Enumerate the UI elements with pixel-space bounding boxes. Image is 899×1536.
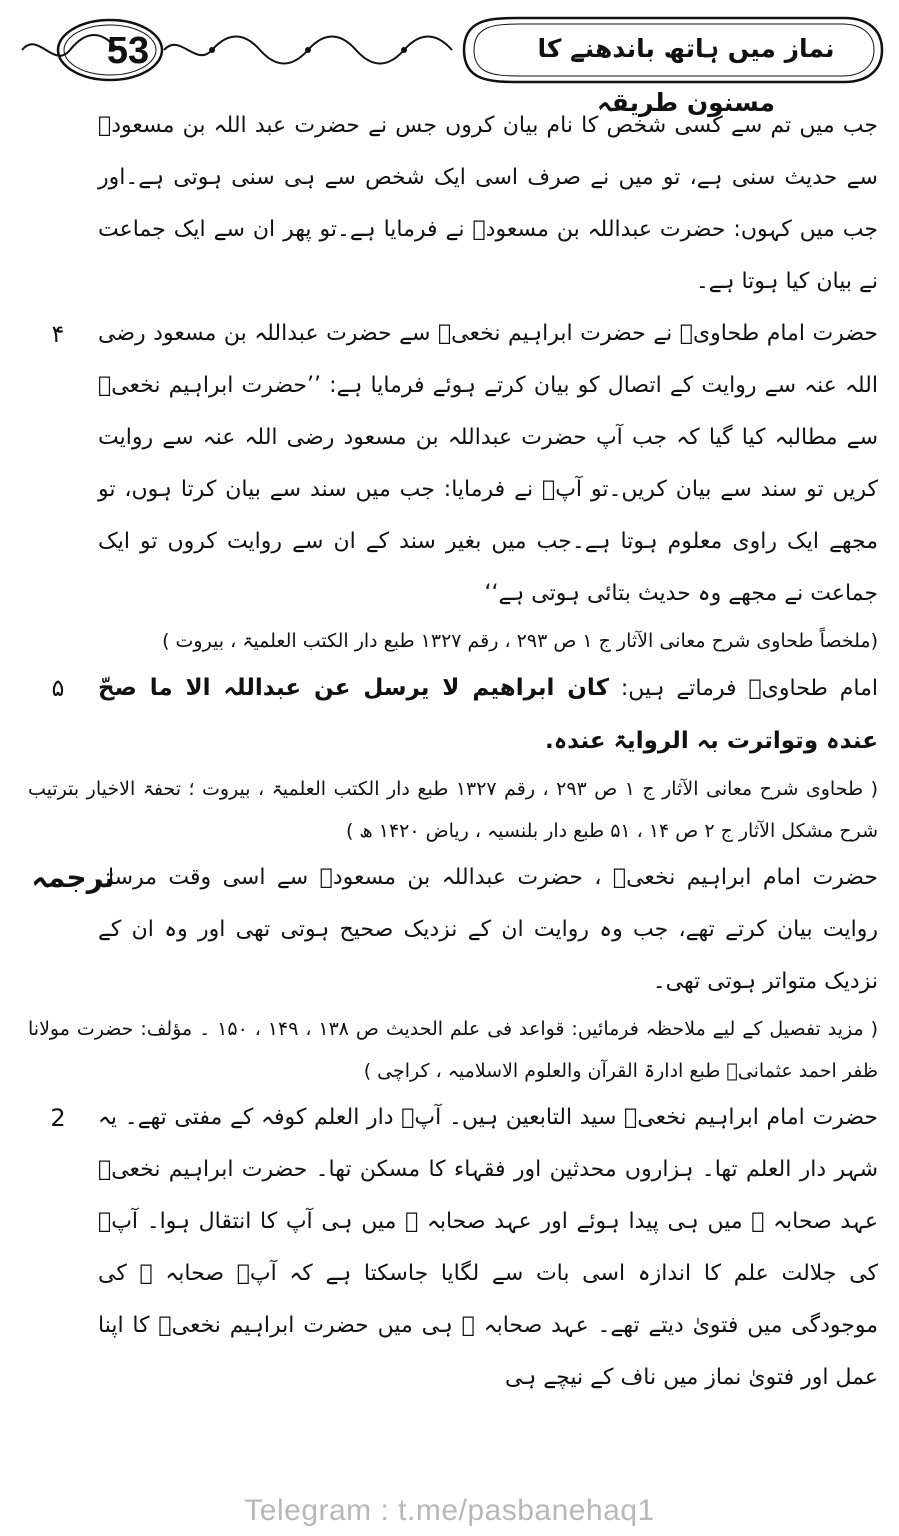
intro-paragraph: جب میں تم سے کسی شخص کا نام بیان کروں جس نے حضرت عبد اللہ بن مسعودؓ سے حدیث سنی ہے، تو میں نے صرف اسی ایک شخص سے ہی سنی ہوتی ہے۔اور جب میں کہوں: حضرت عبداللہ بن مسعودؓ نے فرمایا ہے۔تو پھر ان سے ایک جماعت نے بیان کیا ہوتا ہے۔	[98, 113, 878, 294]
translation-block	[28, 852, 878, 1008]
telegram-watermark: Telegram : t.me/pasbanehaq1	[244, 1494, 655, 1527]
page-header	[18, 10, 886, 117]
item-number: ۵	[51, 674, 65, 702]
item-2-text: حضرت امام ابراہیم نخعیؒ سید التابعین ہیں۔ آپؒ دار العلم کوفہ کے مفتی تھے۔ یہ شہر دار العلم تھا۔ ہزاروں محدثین اور فقہاء کا مسکن تھا۔ حضرت ابراہیم نخعیؒ عہد صحابہ ؓ میں ہی پیدا ہوئے اور عہد صحابہ ؓ میں ہی آپ کا انتقال ہوا۔ آپؒ کی جلالت علم کا اندازہ اسی بات سے لگایا جاسکتا ہے کہ آپؒ صحابہ ؓ کی موجودگی میں فتویٰ دیتے تھے۔ عہد صحابہ ؓ ہی میں حضرت ابراہیم نخعیؒ کا اپنا عمل اور فتویٰ نماز میں ناف کے نیچے ہی	[98, 1105, 878, 1390]
running-title: نماز میں ہاتھ باندھنے کا مسنون طریقہ	[537, 34, 835, 117]
item-4-text: حضرت امام طحاویؒ نے حضرت ابراہیم نخعیؒ سے حضرت عبداللہ بن مسعود رضی اللہ عنہ سے روایت کے اتصال کو بیان کرتے ہوئے فرمایا ہے: ’’حضرت ابراہیم نخعیؒ سے مطالبہ کیا گیا کہ جب آپ حضرت عبداللہ بن مسعود رضی اللہ عنہ سے روایت کریں تو سند سے بیان کریں۔تو آپؒ نے فرمایا: جب میں سند سے بیان کرتا ہوں، تو مجھے ایک راوی معلوم ہوتا ہے۔جب میں بغیر سند کے ان سے روایت کروں تو ایک جماعت نے مجھے وہ حدیث بتائی ہوتی ہے‘‘	[98, 321, 878, 606]
item-5-lead: امام طحاویؒ فرماتے ہیں:	[620, 676, 878, 701]
list-item-5	[28, 662, 878, 768]
item-number: ۴	[51, 320, 65, 348]
item-number: 2	[50, 1104, 66, 1132]
item-4-reference: (ملخصاً طحاوی شرح معانی الآثار ج ۱ ص ۲۹۳ ، رقم ۱۳۲۷ طبع دار الکتب العلمیۃ ، بیروت )	[162, 630, 878, 652]
item-5-reference: ( طحاوی شرح معانی الآثار ج ۱ ص ۲۹۳ ، رقم ۱۳۲۷ طبع دار الکتب العلمیۃ ، بیروت ؛ تحفۃ الاخیار بترتیب شرح مشکل الآثار ج ۲ ص ۱۴ ، ۵۱ طبع دار بلنسیہ ، ریاض ۱۴۲۰ ھ )	[28, 778, 878, 842]
translation-reference: ( مزید تفصیل کے لیے ملاحظہ فرمائیں: قواعد فی علم الحدیث ص ۱۳۸ ، ۱۴۹ ، ۱۵۰ ۔ مؤلف: حضرت مولانا ظفر احمد عثمانیؒ طبع ادارۃ القرآن والعلوم الاسلامیہ ، کراچی )	[28, 1018, 878, 1082]
translation-text: حضرت امام ابراہیم نخعیؒ ، حضرت عبداللہ بن مسعودؓ سے اسی وقت مرسل روایت بیان کرتے تھے، جب وہ روایت ان کے نزدیک صحیح ہوتی تھی اور وہ ان کے نزدیک متواتر ہوتی تھی۔	[98, 865, 878, 994]
arabic-quote: کان ابراھیم لا یرسل عن عبداللہ الا ما صحّ عندہ وتواترت بہ الروایۃ عندہ.	[98, 675, 878, 754]
page-body	[28, 100, 878, 1492]
list-item-4	[28, 308, 878, 620]
translation-label: ترجمہ	[31, 861, 115, 894]
page-number: 53	[106, 30, 150, 72]
item-5-text	[98, 662, 878, 768]
list-item-2	[28, 1092, 878, 1404]
